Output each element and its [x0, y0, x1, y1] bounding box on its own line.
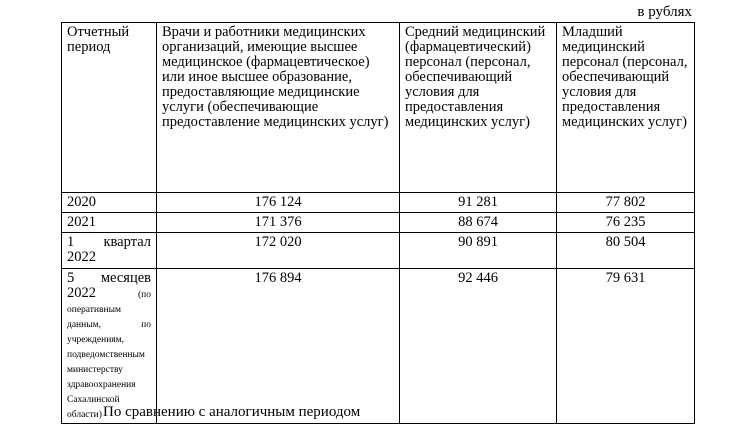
- table-header-row: [62, 23, 695, 193]
- table-row: [62, 213, 695, 233]
- row-middle-staff-value: 92 446: [400, 269, 557, 424]
- row-period: 1 квартал 2022: [62, 233, 157, 269]
- salary-table: [61, 22, 695, 424]
- row-doctors-value: 171 376: [157, 213, 400, 233]
- header-junior-staff: Младший медицинский персонал (персонал, обеспечивающий условия для предоставления медицинских услуг): [557, 23, 695, 193]
- row-junior-staff-value: 77 802: [557, 193, 695, 213]
- table-row: [62, 233, 695, 269]
- row-junior-staff-value: 76 235: [557, 213, 695, 233]
- row-doctors-value: 176 124: [157, 193, 400, 213]
- row-junior-staff-value: 80 504: [557, 233, 695, 269]
- row-middle-staff-value: 88 674: [400, 213, 557, 233]
- row-junior-staff-value: 79 631: [557, 269, 695, 424]
- row-period-cell: [62, 269, 157, 424]
- table-row: [62, 269, 695, 424]
- row-doctors-value: 172 020: [157, 233, 400, 269]
- header-middle-staff: Средний медицинский (фармацевтический) персонал (персонал, обеспечивающий условия для предоставления медицинских услуг): [400, 23, 557, 193]
- row-period: 5 месяцев 2022: [67, 270, 151, 301]
- row-period-note: (по оперативным данным, по учреждениям, подведомственным министерству здравоохранения Сахалинской области): [67, 290, 151, 420]
- row-period: 2020: [62, 193, 157, 213]
- table-row: [62, 193, 695, 213]
- row-middle-staff-value: 91 281: [400, 193, 557, 213]
- continuation-text: По сравнению с аналогичным периодом: [103, 404, 361, 420]
- row-doctors-value: 176 894: [157, 269, 400, 424]
- row-middle-staff-value: 90 891: [400, 233, 557, 269]
- header-doctors: Врачи и работники медицинских организаций, имеющие высшее медицинское (фармацевтическое) или иное высшее образование, предоставляющие медицинские услуги (обеспечивающие предоставление медицинских услуг): [157, 23, 400, 193]
- header-period: Отчетный период: [62, 23, 157, 193]
- row-period: 2021: [62, 213, 157, 233]
- unit-note: в рублях: [637, 4, 692, 20]
